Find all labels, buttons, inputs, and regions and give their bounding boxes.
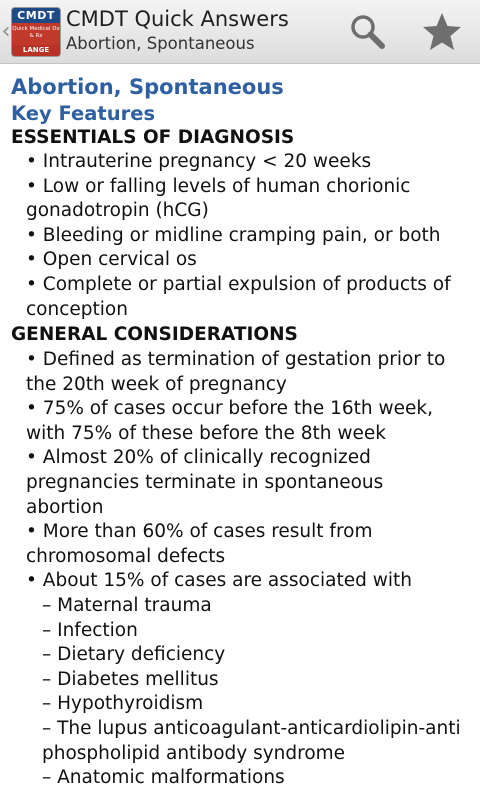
list-item: • About 15% of cases are associated with <box>26 570 413 592</box>
action-bar <box>0 0 480 64</box>
list-item: • Low or falling levels of human chorionic gonadotropin (hCG) <box>26 175 411 222</box>
section-subtitle-key-features: Key Features <box>11 102 156 125</box>
list-item: – Anatomic malformations <box>42 767 285 789</box>
list-item: • Bleeding or midline cramping pain, or both <box>26 224 441 246</box>
heading-essentials-of-diagnosis: ESSENTIALS OF DIAGNOSIS <box>11 127 295 148</box>
list-item: • Intrauterine pregnancy < 20 weeks <box>26 151 372 172</box>
list-item: – Dietary deficiency <box>42 644 226 666</box>
app-title: CMDT Quick Answers <box>66 7 289 31</box>
topic-subtitle: Abortion, Spontaneous <box>66 34 255 53</box>
back-caret-icon[interactable]: ‹ <box>1 19 11 44</box>
list-item: – Infection <box>42 619 138 641</box>
list-item: • 75% of cases occur before the 16th week, with 75% of these before the 8th week <box>26 398 433 444</box>
search-icon <box>346 10 390 54</box>
logo-bottom-text: LANGE <box>12 45 60 56</box>
list-item: • Defined as termination of gestation prior to the 20th week of pregnancy <box>26 349 446 395</box>
heading-general-considerations: GENERAL CONSIDERATIONS <box>11 324 298 345</box>
essentials-list <box>26 150 466 322</box>
list-item: • Almost 20% of clinically recognized pregnancies terminate in spontaneous abortion <box>26 447 384 518</box>
logo-top-text: CMDT <box>12 8 60 23</box>
article-title: Abortion, Spontaneous <box>11 75 284 99</box>
app-logo[interactable] <box>12 8 60 56</box>
associated-causes-list <box>42 594 467 791</box>
list-item: – Maternal trauma <box>42 595 212 616</box>
logo-middle-text: Quick Medical Dx & Rx <box>12 23 60 45</box>
article-content[interactable] <box>0 64 480 800</box>
list-item: • Open cervical os <box>26 249 197 271</box>
considerations-list <box>26 348 466 594</box>
list-item: – Diabetes mellitus <box>42 668 219 690</box>
star-icon <box>418 10 466 54</box>
list-item: – The lupus anticoagulant-anticardiolipin-antiphospholipid antibody syndrome <box>42 717 461 764</box>
list-item: – Hypothyroidism <box>42 693 204 715</box>
list-item: • More than 60% of cases result from chromosomal defects <box>26 521 373 567</box>
favorite-button[interactable] <box>418 10 466 54</box>
search-button[interactable] <box>346 10 390 54</box>
list-item: • Complete or partial expulsion of products of conception <box>26 273 451 320</box>
